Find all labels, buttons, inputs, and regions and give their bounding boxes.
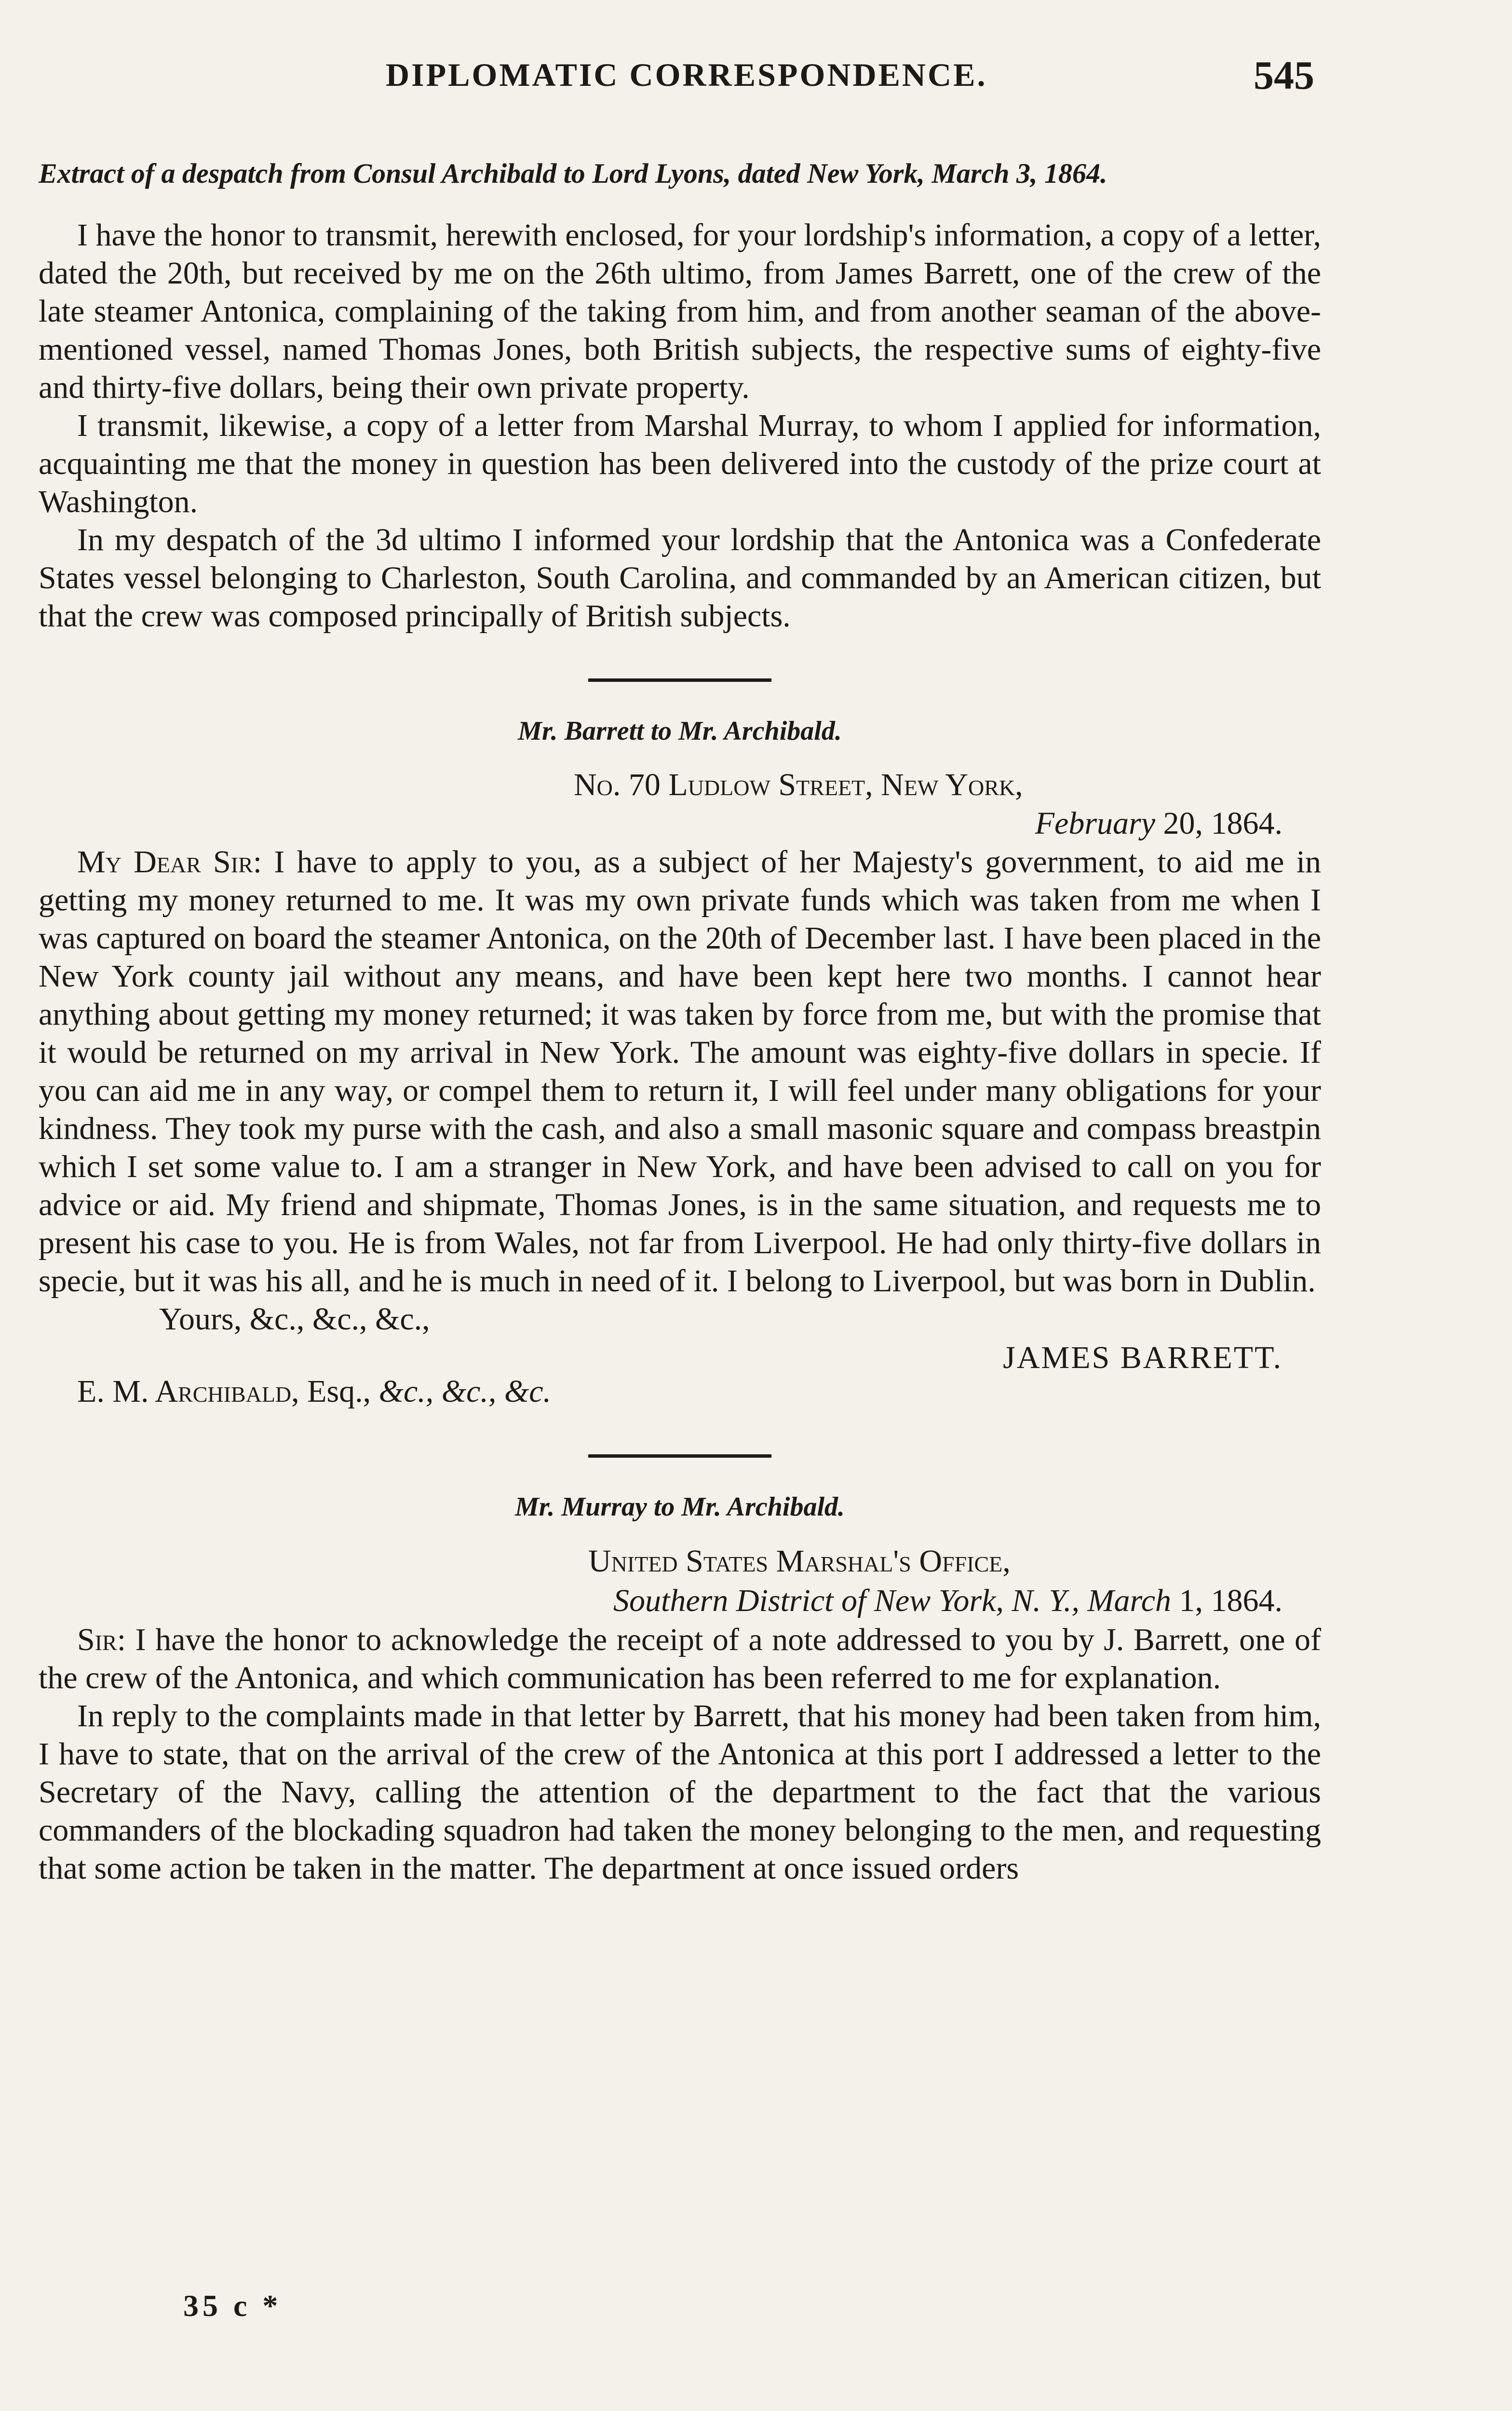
page-content <box>39 154 1321 1887</box>
addressee-etc: &c., &c., &c. <box>378 1374 552 1409</box>
office-address: United States Marshal's Office, <box>588 1544 1011 1579</box>
page-header <box>0 52 1512 110</box>
letter-date-rest: 20, 1864. <box>1155 806 1282 841</box>
letter-addressee <box>77 1372 1321 1411</box>
letter-title: Mr. Murray to Mr. Archibald. <box>514 1492 845 1522</box>
office-district: Southern District of New York, N. Y., March <box>613 1583 1171 1618</box>
running-title: DIPLOMATIC CORRESPONDENCE. <box>386 56 987 93</box>
letter-body <box>39 843 1321 1300</box>
addressee-title: , Esq., <box>291 1374 379 1409</box>
letter-signature: JAMES BARRETT. <box>1003 1340 1282 1375</box>
section-divider <box>588 1454 771 1458</box>
page-number: 545 <box>1254 53 1314 98</box>
letter-address: No. 70 Ludlow Street, New York, <box>574 767 1023 802</box>
salutation: Sir: <box>77 1622 126 1657</box>
salutation: My Dear Sir: <box>77 844 262 880</box>
office-date <box>39 1581 1282 1621</box>
letter-body-text: I have the honor to acknowledge the receipt of a note addressed to you by J. Barrett, one of the crew of the Antonica, and which communication has been referred to me for explanation. <box>39 1622 1321 1695</box>
signature-mark: 35 c * <box>183 2289 282 2323</box>
letter-title: Mr. Barrett to Mr. Archibald. <box>518 716 842 746</box>
letter-body-text: I have to apply to you, as a subject of her Majesty's government, to aid me in getting my money returned to me. It was my own private funds which was taken from me when I was captured on board the steamer Antonica, on the 20th of December last. I have been placed in the New York county jail without any means, and have been kept here two months. I cannot hear anything about getting my money returned; it was taken by force from me, but with the promise that it would be returned on my arrival in New York. The amount was eighty-five dollars in specie. If you can aid me in any way, or compel them to return it, I will feel under many obligations for your kindness. They took my purse with the cash, and also a small masonic square and compass breastpin which I set some value to. I am a stranger in New York, and have been advised to call on you for advice or aid. My friend and shipmate, Thomas Jones, is in the same situation, and requests me to present his case to you. He is from Wales, not far from Liverpool. He had only thirty-five dollars in specie, but it was his all, and he is much in need of it. I belong to Liverpool, but was born in Dublin. <box>39 844 1321 1299</box>
office-date-rest: 1, 1864. <box>1171 1583 1282 1618</box>
paragraph: In my despatch of the 3d ultimo I informed your lordship that the Antonica was a Confederate States vessel belonging to Charleston, South Carolina, and commanded by an American citizen, but that the crew was composed principally of British subjects. <box>39 522 1321 634</box>
paragraph: In reply to the complaints made in that letter by Barrett, that his money had been taken from him, I have to state, that on the arrival of the crew of the Antonica at this port I addressed a letter to the Secretary of the Navy, calling the attention of the department to the fact that the various commanders of the blockading squadron had taken the money belonging to the men, and requesting that some action be taken in the matter. The department at once issued orders <box>39 1698 1321 1886</box>
letter-date <box>39 804 1282 843</box>
despatch-heading: Extract of a despatch from Consul Archibald to Lord Lyons, dated New York, March 3, 1864. <box>39 158 1107 189</box>
letter-closing: Yours, &c., &c., &c., <box>159 1301 430 1337</box>
addressee-name: E. M. Archibald <box>77 1374 292 1409</box>
paragraph: I transmit, likewise, a copy of a letter from Marshal Murray, to whom I applied for information, acquainting me that the money in question has been delivered into the custody of the prize court at Washington. <box>39 408 1321 519</box>
letter-date-month: February <box>1035 806 1155 841</box>
paragraph: I have the honor to transmit, herewith enclosed, for your lordship's information, a copy of a letter, dated the 20th, but received by me on the 26th ultimo, from James Barrett, one of the crew of the late steamer Antonica, complaining of the taking from him, and from another seaman of the above-mentioned vessel, named Thomas Jones, both British subjects, the respective sums of eighty-five and thirty-five dollars, being their own private property. <box>39 217 1321 405</box>
section-divider <box>588 678 771 682</box>
letter-body <box>39 1621 1321 1697</box>
